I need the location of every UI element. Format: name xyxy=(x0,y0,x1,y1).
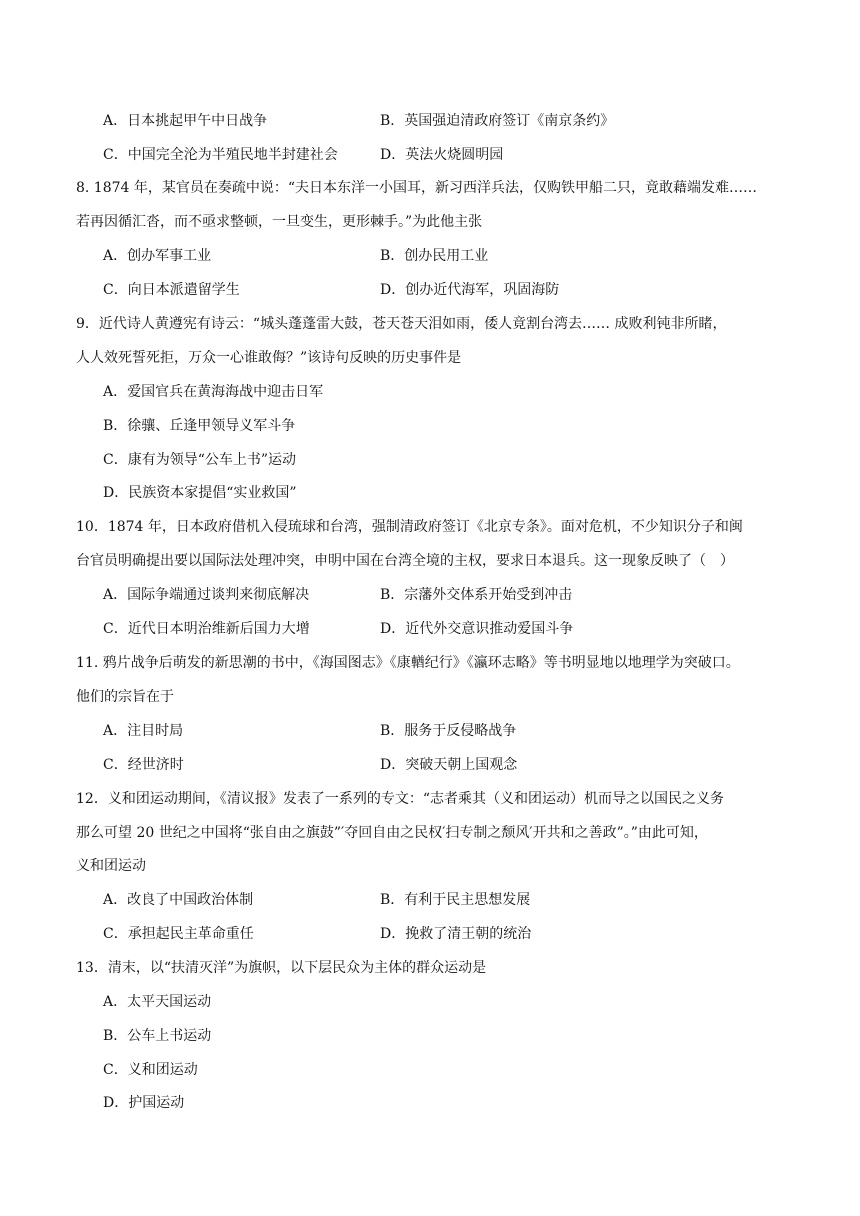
option-a: A．国际争端通过谈判来彻底解决 xyxy=(103,587,310,603)
option-d: D．民族资本家提倡“实业救国” xyxy=(103,485,297,501)
option-d: D．突破天朝上国观念 xyxy=(380,757,518,773)
question-stem-line: 13．清末，以“扶清灭洋”为旗帜，以下层民众为主体的群众运动是 xyxy=(76,960,487,976)
option-b: B．徐骧、丘逢甲领导义军斗争 xyxy=(103,418,296,434)
option-b: B．公车上书运动 xyxy=(103,1028,212,1044)
question-stem-line: 那么可望 20 世纪之中国将“张自由之旗鼓”′夺回自由之民权′扫专制之颓风′开共和之善政”。”由此可知， xyxy=(76,825,708,841)
option-c: C．经世济时 xyxy=(103,757,184,773)
option-b: B．宗藩外交体系开始受到冲击 xyxy=(380,587,573,603)
question-stem-line: 11. 鸦片战争后萌发的新思潮的书中，《海国图志》《康輶纪行》《瀛环志略》等书明显地以地理学为突破口。 xyxy=(76,655,740,671)
option-d: D．创办近代海军，巩固海防 xyxy=(380,282,560,298)
option-b: B．服务于反侵略战争 xyxy=(380,723,517,739)
option-a: A．爱国官兵在黄海海战中迎击日军 xyxy=(103,384,324,400)
option-b: B．英国强迫清政府签订《南京条约》 xyxy=(380,113,615,129)
option-c: C．义和团运动 xyxy=(103,1062,198,1078)
option-c: C．承担起民主革命重任 xyxy=(103,926,254,942)
option-a: A．创办军事工业 xyxy=(103,248,212,264)
option-a: A．改良了中国政治体制 xyxy=(103,892,254,908)
option-c: C．近代日本明治维新后国力大增 xyxy=(103,621,310,637)
option-c: C．向日本派遣留学生 xyxy=(103,282,240,298)
question-stem-line: 8. 1874 年，某官员在奏疏中说：“夫日本东洋一小国耳，新习西洋兵法，仅购铁甲船二只，竟敢藉端发难…… xyxy=(76,180,758,196)
question-stem-line: 人人效死誓死拒，万众一心谁敢侮？”该诗句反映的历史事件是 xyxy=(76,350,462,366)
question-stem-line: 他们的宗旨在于 xyxy=(76,689,174,705)
question-stem-line: 台官员明确提出要以国际法处理冲突，申明中国在台湾全境的主权，要求日本退兵。这一现象反映了（ ） xyxy=(76,553,734,569)
question-stem-line: 义和团运动 xyxy=(76,858,146,874)
option-d: D．护国运动 xyxy=(103,1095,185,1111)
option-b: B．创办民用工业 xyxy=(380,248,489,264)
option-c: C．中国完全沦为半殖民地半封建社会 xyxy=(103,147,338,163)
option-d: D．挽救了清王朝的统治 xyxy=(380,926,532,942)
option-a: A．太平天国运动 xyxy=(103,994,212,1010)
option-d: D．近代外交意识推动爱国斗争 xyxy=(380,621,574,637)
question-stem-line: 12．义和团运动期间，《清议报》发表了一系列的专文：“志者乘其（义和团运动）机而导之以国民之义务 xyxy=(76,791,724,807)
option-b: B．有利于民主思想发展 xyxy=(380,892,531,908)
question-stem-line: 若再因循汇沓，而不亟求整顿，一旦变生，更形棘手。”为此他主张 xyxy=(76,214,483,230)
option-d: D．英法火烧圆明园 xyxy=(380,147,504,163)
question-stem-line: 10．1874 年，日本政府借机入侵琉球和台湾，强制清政府签订《北京专条》。面对危机，不少知识分子和闽 xyxy=(76,519,743,535)
question-stem-line: 9．近代诗人黄遵宪有诗云：“城头蓬蓬雷大鼓，苍天苍天泪如雨，倭人竟割台湾去…… 成败利钝非所睹， xyxy=(76,316,727,332)
option-a: A．日本挑起甲午中日战争 xyxy=(103,113,268,129)
option-c: C．康有为领导“公车上书”运动 xyxy=(103,452,297,468)
option-a: A．注目时局 xyxy=(103,723,184,739)
